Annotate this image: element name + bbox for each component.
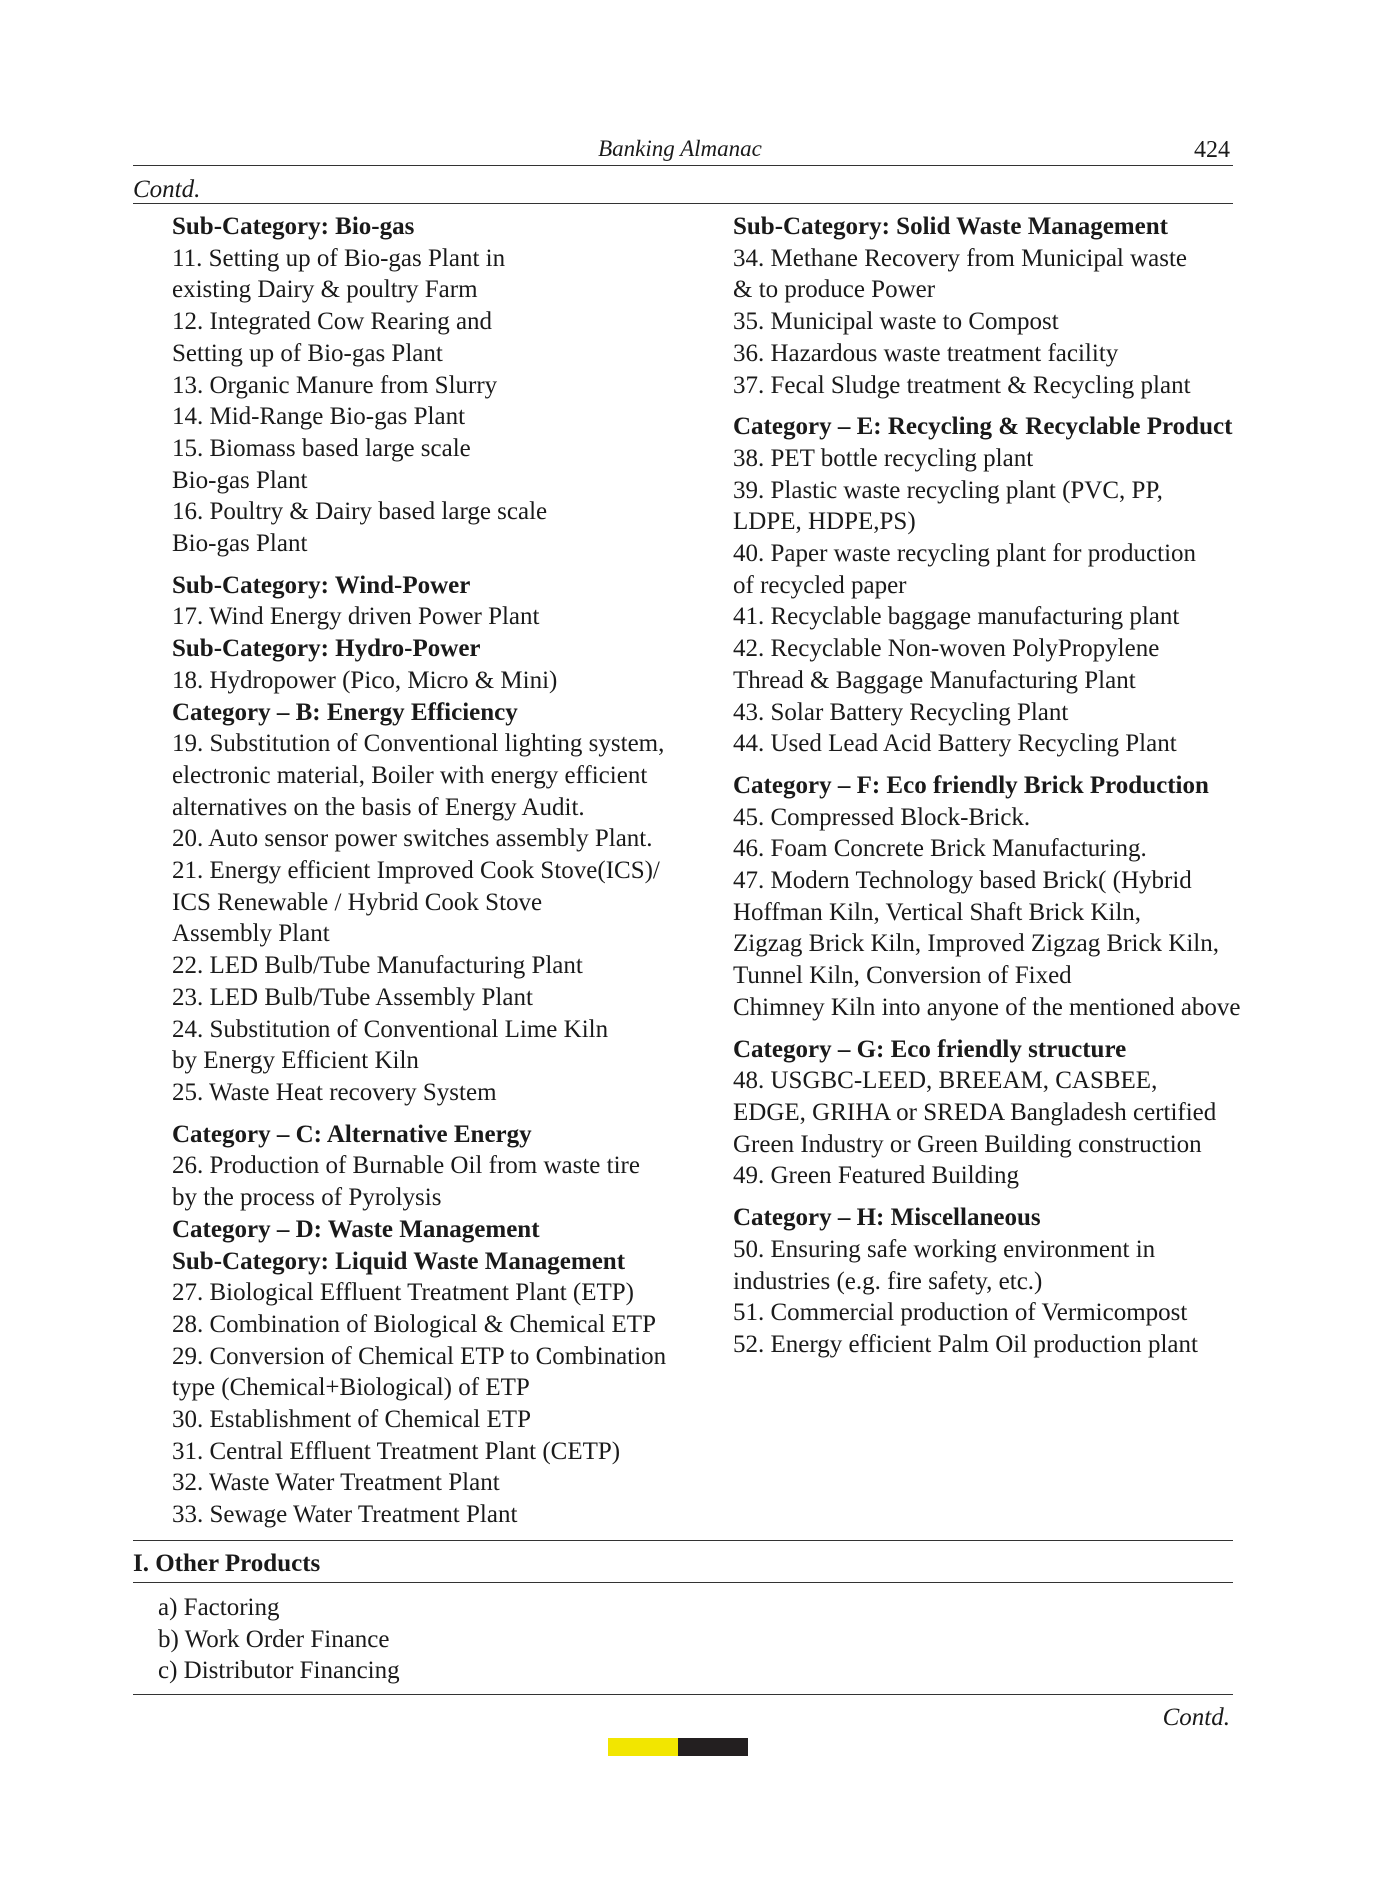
list-item: 13. Organic Manure from Slurry [172, 371, 498, 399]
category-heading: Sub-Category: Liquid Waste Management [172, 1247, 626, 1275]
list-item: 26. Production of Burnable Oil from waste tire by the process of Pyrolysis [172, 1152, 640, 1212]
list-item: 25. Waste Heat recovery System [172, 1078, 497, 1106]
table-top-rule [133, 203, 1233, 204]
list-item: 19. Substitution of Conventional lighting system, electronic material, Boiler with energy efficient alternatives on the basis of Energy Audit. [172, 730, 665, 821]
list-item: 11. Setting up of Bio-gas Plant in existing Dairy & poultry Farm [172, 244, 506, 304]
running-header-title: Banking Almanac [598, 136, 762, 161]
list-item: a) Factoring [158, 1594, 280, 1621]
list-item: 29. Conversion of Chemical ETP to Combination type (Chemical+Biological) of ETP [172, 1342, 667, 1402]
category-heading: Category – H: Miscellaneous [733, 1204, 1041, 1232]
list-item: 34. Methane Recovery from Municipal waste & to produce Power [733, 244, 1188, 304]
list-item: 31. Central Effluent Treatment Plant (CETP) [172, 1437, 621, 1465]
category-heading: Category – B: Energy Efficiency [172, 698, 518, 726]
right-column [733, 211, 1273, 1361]
list-item: 22. LED Bulb/Tube Manufacturing Plant [172, 952, 583, 980]
page-number: 424 [1194, 137, 1230, 163]
category-heading: Category – G: Eco friendly structure [733, 1035, 1127, 1063]
list-item: 12. Integrated Cow Rearing and Setting up of Bio-gas Plant [172, 308, 493, 367]
footer-color-bar-yellow [608, 1738, 678, 1756]
list-item: 38. PET bottle recycling plant [733, 444, 1034, 472]
list-item: 46. Foam Concrete Brick Manufacturing. [733, 835, 1147, 863]
category-heading: Sub-Category: Hydro-Power [172, 635, 481, 663]
list-item: c) Distributor Financing [158, 1657, 400, 1685]
left-column [172, 211, 712, 1531]
footer-color-bar-black [678, 1738, 748, 1756]
list-item: 47. Modern Technology based Brick( (Hybrid Hoffman Kiln, Vertical Shaft Brick Kiln, Zigzag Brick Kiln, Improved Zigzag Brick Kiln, Tunnel Kiln, Conversion of Fixed Chimney Kiln into anyone of the mentioned above [733, 867, 1241, 1021]
category-heading: Category – F: Eco friendly Brick Production [733, 771, 1209, 799]
list-item: 17. Wind Energy driven Power Plant [172, 603, 540, 631]
list-item: 39. Plastic waste recycling plant (PVC, PP, LDPE, HDPE,PS) [733, 476, 1163, 536]
list-item: 27. Biological Effluent Treatment Plant (ETP) [172, 1279, 634, 1307]
list-item: 35. Municipal waste to Compost [733, 308, 1059, 336]
continued-label-bottom: Contd. [1162, 1704, 1230, 1731]
list-item: 48. USGBC-LEED, BREEAM, CASBEE, EDGE, GRIHA or SREDA Bangladesh certified Green Industry or Green Building construction [733, 1067, 1217, 1158]
section-heading-other-products: I. Other Products [133, 1550, 321, 1577]
list-item: 44. Used Lead Acid Battery Recycling Plant [733, 730, 1177, 758]
category-heading: Category – C: Alternative Energy [172, 1120, 532, 1148]
header-rule [133, 165, 1233, 166]
section-heading-rule [133, 1582, 1233, 1583]
list-item: 23. LED Bulb/Tube Assembly Plant [172, 983, 533, 1011]
list-item: 15. Biomass based large scale Bio-gas Plant [172, 434, 471, 494]
list-item: 40. Paper waste recycling plant for production of recycled paper [733, 540, 1197, 599]
list-item: 28. Combination of Biological & Chemical ETP [172, 1310, 656, 1338]
list-item: 21. Energy efficient Improved Cook Stove(ICS)/ ICS Renewable / Hybrid Cook Stove Assembly Plant [172, 857, 660, 948]
list-item: b) Work Order Finance [158, 1625, 390, 1653]
list-item: 45. Compressed Block-Brick. [733, 803, 1031, 831]
section-bottom-rule [133, 1694, 1233, 1695]
list-item: 37. Fecal Sludge treatment & Recycling plant [733, 371, 1191, 399]
list-item: 33. Sewage Water Treatment Plant [172, 1501, 518, 1529]
list-item: 43. Solar Battery Recycling Plant [733, 698, 1069, 726]
list-item: 36. Hazardous waste treatment facility [733, 339, 1119, 367]
list-item: 49. Green Featured Building [733, 1162, 1020, 1190]
list-item: 50. Ensuring safe working environment in industries (e.g. fire safety, etc.) [733, 1235, 1156, 1295]
list-item: 18. Hydropower (Pico, Micro & Mini) [172, 666, 558, 694]
list-item: 41. Recyclable baggage manufacturing plant [733, 603, 1180, 631]
list-item: 30. Establishment of Chemical ETP [172, 1406, 531, 1434]
list-item: 52. Energy efficient Palm Oil production plant [733, 1330, 1198, 1358]
category-heading: Sub-Category: Wind-Power [172, 571, 471, 599]
other-products-list [158, 1592, 400, 1687]
list-item: 51. Commercial production of Vermicompost [733, 1299, 1188, 1327]
list-item: 16. Poultry & Dairy based large scale Bio-gas Plant [172, 498, 548, 558]
category-heading: Sub-Category: Solid Waste Management [733, 213, 1168, 240]
category-heading: Category – E: Recycling & Recyclable Product [733, 413, 1233, 441]
section-top-rule [133, 1540, 1233, 1541]
category-heading: Category – D: Waste Management [172, 1215, 540, 1243]
list-item: 24. Substitution of Conventional Lime Kiln by Energy Efficient Kiln [172, 1015, 609, 1075]
continued-label-top: Contd. [133, 176, 201, 203]
list-item: 20. Auto sensor power switches assembly Plant. [172, 825, 653, 853]
category-heading: Sub-Category: Bio-gas [172, 213, 415, 240]
list-item: 32. Waste Water Treatment Plant [172, 1469, 500, 1497]
list-item: 42. Recyclable Non-woven PolyPropylene Thread & Baggage Manufacturing Plant [733, 635, 1160, 694]
list-item: 14. Mid-Range Bio-gas Plant [172, 403, 466, 431]
